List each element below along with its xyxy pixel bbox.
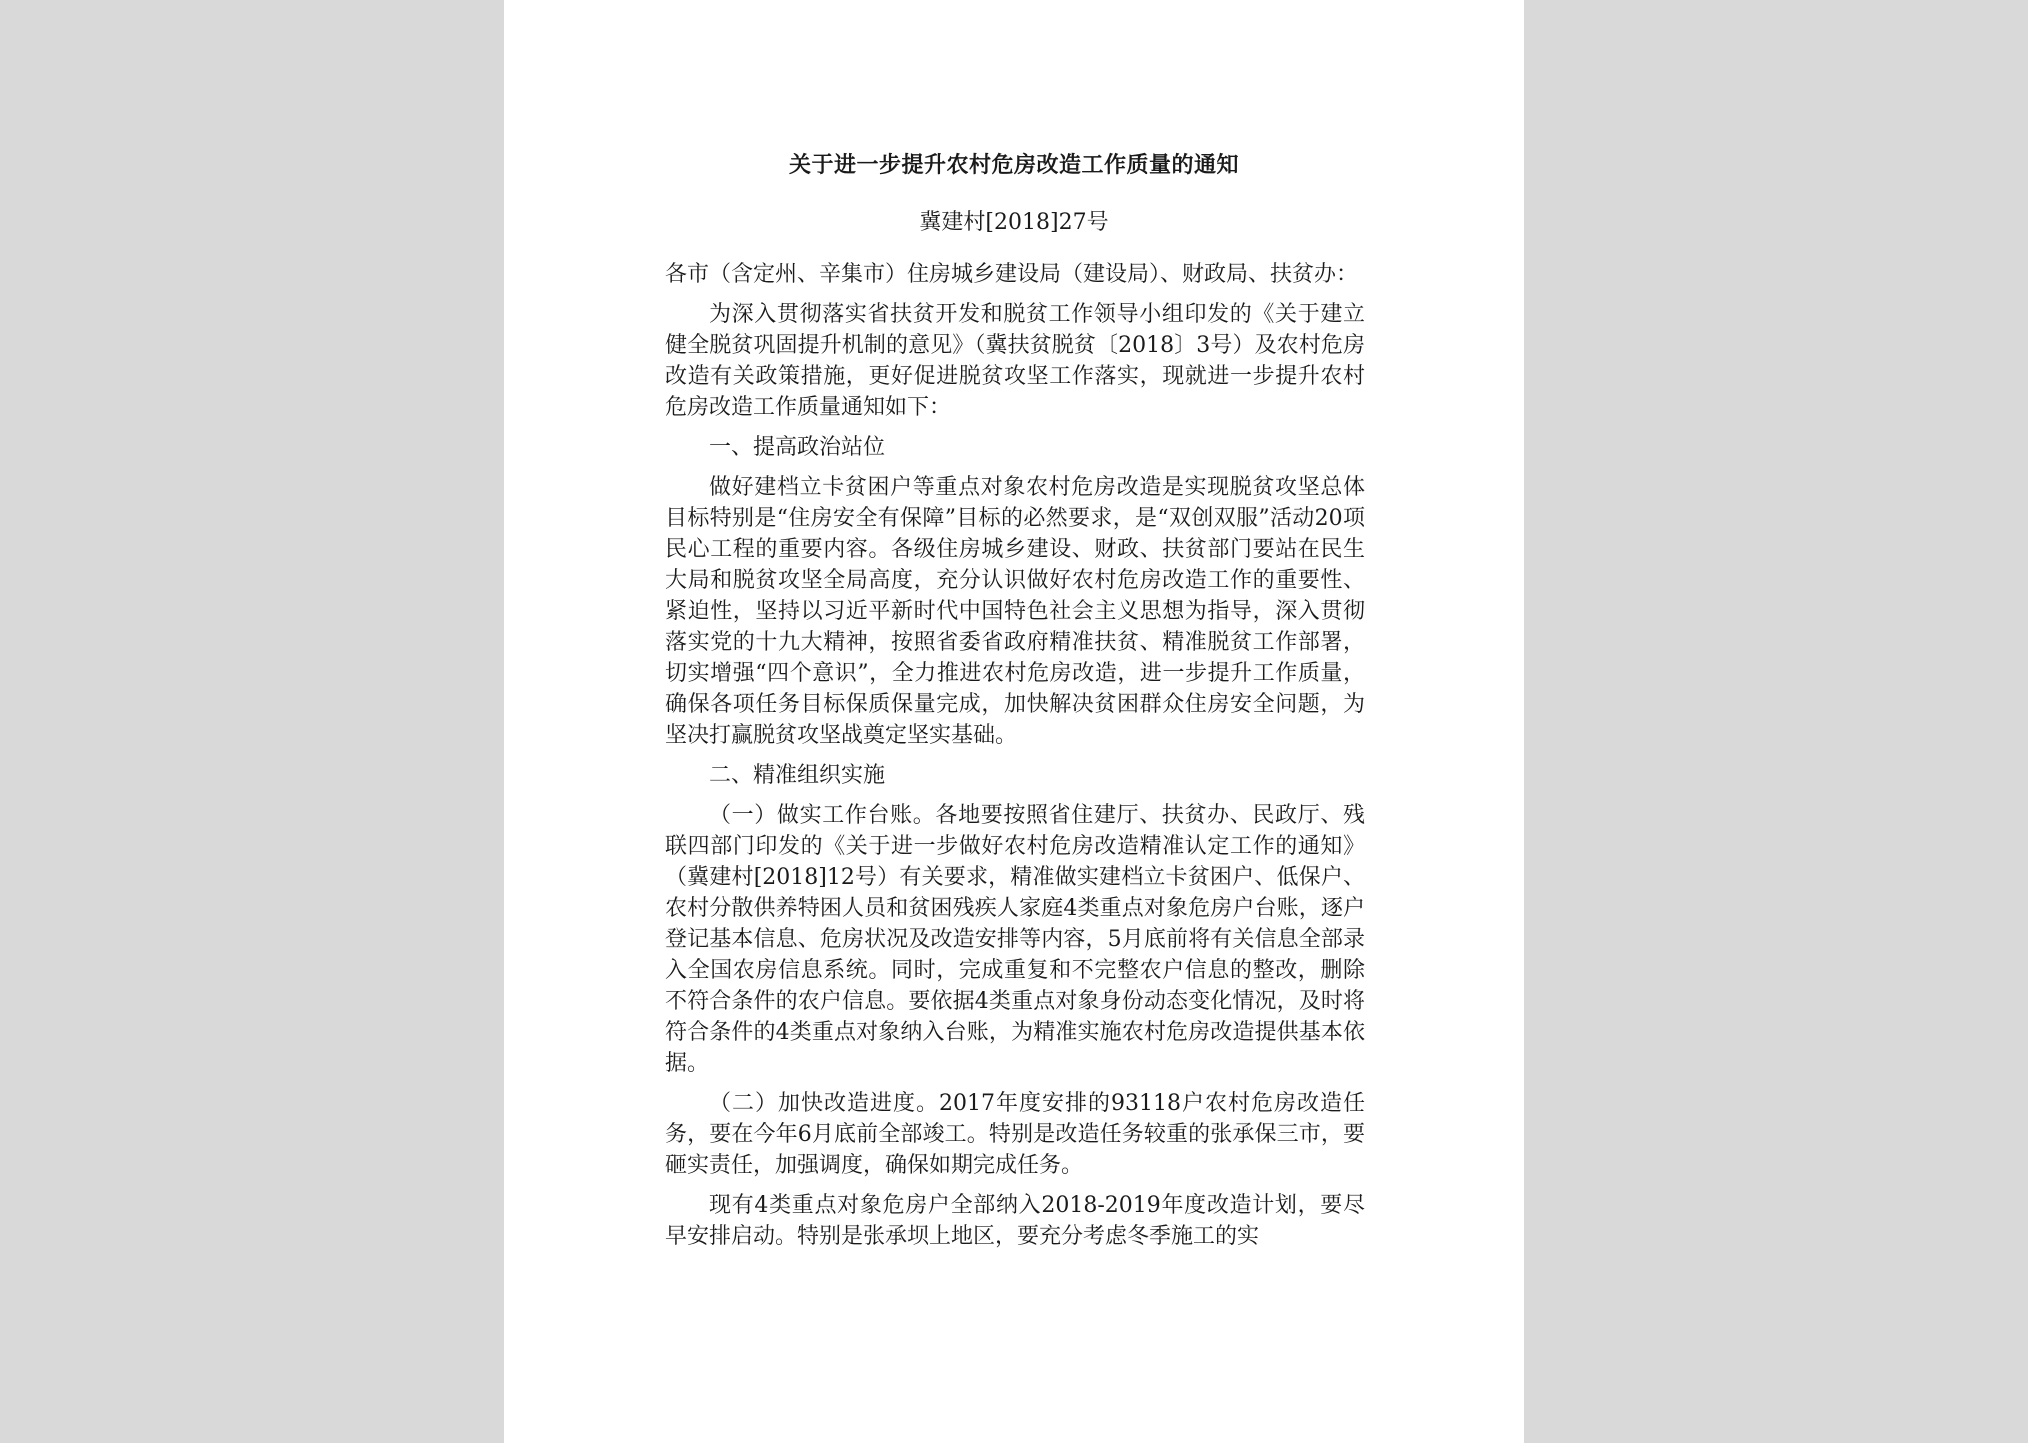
- section-heading-2: 二、精准组织实施: [709, 763, 886, 788]
- paragraph-continued: 现有4类重点对象危房户全部纳入2018-2019年度改造计划，要尽早安排启动。特别是张承坝上地区，要充分考虑冬季施工的实: [665, 1193, 1365, 1249]
- paragraph-item-2: （二）加快改造进度。2017年度安排的93118户农村危房改造任务，要在今年6月底前全部竣工。特别是改造任务较重的张承保三市，要砸实责任，加强调度，确保如期完成任务。: [665, 1091, 1365, 1178]
- document-number: 冀建村[2018]27号: [919, 210, 1109, 235]
- document-body: [665, 259, 1365, 1261]
- paragraph-section-1: 做好建档立卡贫困户等重点对象农村危房改造是实现脱贫攻坚总体目标特别是“住房安全有保障”目标的必然要求，是“双创双服”活动20项民心工程的重要内容。各级住房城乡建设、财政、扶贫部门要站在民生大局和脱贫攻坚全局高度，充分认识做好农村危房改造工作的重要性、紧迫性，坚持以习近平新时代中国特色社会主义思想为指导，深入贯彻落实党的十九大精神，按照省委省政府精准扶贫、精准脱贫工作部署，切实增强“四个意识”，全力推进农村危房改造，进一步提升工作质量，确保各项任务目标保质保量完成，加快解决贫困群众住房安全问题，为坚决打赢脱贫攻坚战奠定坚实基础。: [665, 475, 1365, 748]
- paragraph-intro: 为深入贯彻落实省扶贫开发和脱贫工作领导小组印发的《关于建立健全脱贫巩固提升机制的意见》（冀扶贫脱贫〔2018〕3号）及农村危房改造有关政策措施，更好促进脱贫攻坚工作落实，现就进一步提升农村危房改造工作质量通知如下：: [665, 302, 1365, 420]
- salutation: 各市（含定州、辛集市）住房城乡建设局（建设局）、财政局、扶贫办：: [665, 262, 1359, 287]
- paragraph-item-1: （一）做实工作台账。各地要按照省住建厅、扶贫办、民政厅、残联四部门印发的《关于进一步做好农村危房改造精准认定工作的通知》（冀建村[2018]12号）有关要求，精准做实建档立卡贫困户、低保户、农村分散供养特困人员和贫困残疾人家庭4类重点对象危房户台账，逐户登记基本信息、危房状况及改造安排等内容，5月底前将有关信息全部录入全国农房信息系统。同时，完成重复和不完整农户信息的整改，删除不符合条件的农户信息。要依据4类重点对象身份动态变化情况，及时将符合条件的4类重点对象纳入台账，为精准实施农村危房改造提供基本依据。: [665, 803, 1365, 1076]
- document-page: [504, 0, 1524, 1443]
- section-heading-1: 一、提高政治站位: [709, 435, 886, 460]
- document-title: 关于进一步提升农村危房改造工作质量的通知: [788, 152, 1239, 178]
